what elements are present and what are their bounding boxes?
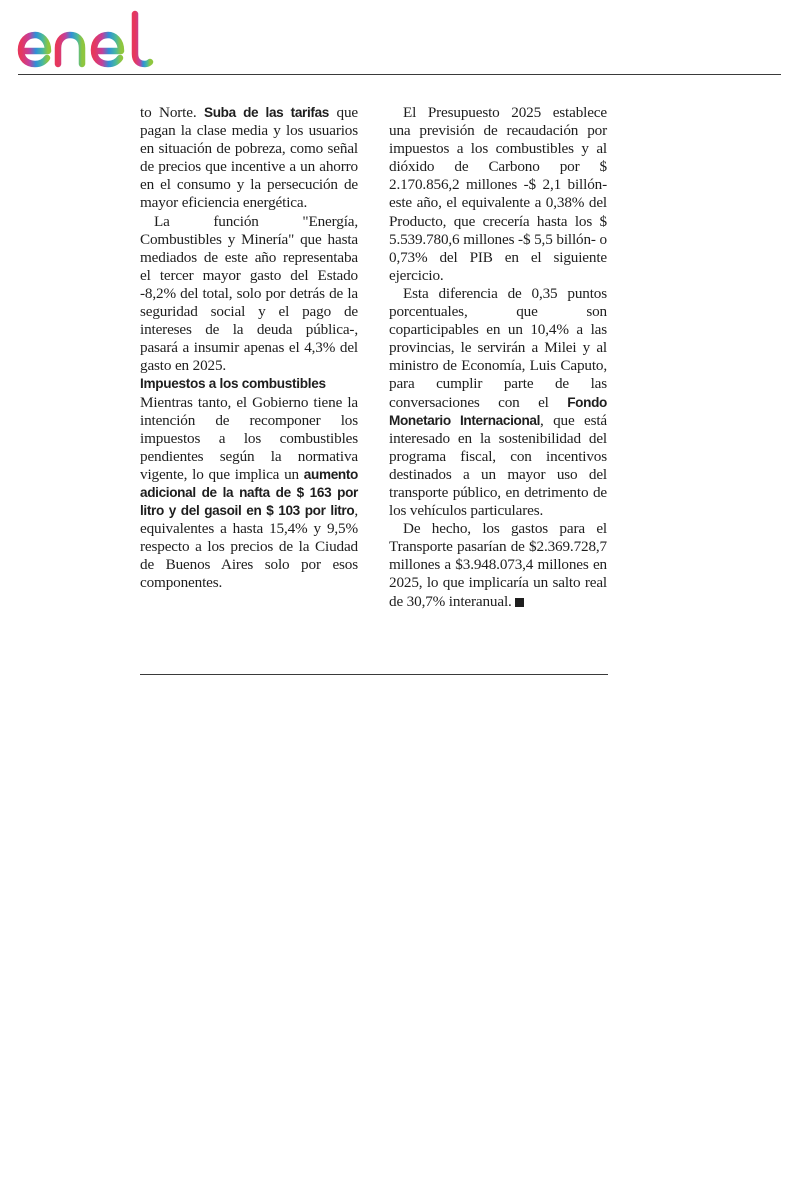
paragraph (389, 520, 607, 610)
paragraph-text: Esta diferencia de 0,35 puntos porcentuales, que son coparticipables en un 10,4% a las provincias, le servirán a Milei y al ministro de Economía, Luis Caputo, para cumplir parte de las conversaciones con el (389, 284, 607, 411)
paragraph-text: Mientras tanto, el Gobierno tiene la intención de recomponer los impuestos a los combustibles pendientes según la normativa vigente, lo que implica un (140, 393, 358, 483)
bold-phrase: Fondo Monetario Internacional (389, 394, 607, 428)
bold-phrase: Suba de las tarifas (203, 105, 330, 120)
paragraph-text: , equivalentes a hasta 15,4% y 9,5% respecto a los precios de la Ciudad de Buenos Aires solo por esos componentes. (140, 502, 358, 592)
paragraph (140, 394, 358, 593)
article-column-left (140, 104, 358, 593)
end-of-article-mark (515, 598, 524, 607)
header-divider (18, 74, 781, 75)
paragraph-text: , que está interesado en la sostenibilidad del programa fiscal, con incentivos destinados a un mayor uso del transporte público, en detrimento de los vehículos particulares. (389, 411, 607, 520)
paragraph: El Presupuesto 2025 establece una previsión de recaudación por impuestos a los combustibles y al dióxido de Carbono por $ 2.170.856,2 millones -$ 2,1 billón- este año, el equivalente a 0,38% del Producto, que crecería hasta los $ 5.539.780,6 millones -$ 5,5 billón- o 0,73% del PIB en el siguiente ejercicio. (389, 104, 607, 284)
enel-logo (16, 10, 181, 70)
paragraph (140, 104, 358, 213)
paragraph-text: que pagan la clase media y los usuarios en situación de pobreza, como señal de precios que incentive a un ahorro en el consumo y la persecución de mayor eficiencia energética. (140, 104, 358, 212)
paragraph-text: to Norte. (140, 104, 204, 121)
bold-phrase: aumento adicional de la nafta de $ 163 por litro y del gasoil en $ 103 por litro (140, 466, 358, 519)
article-column-right (389, 104, 607, 611)
paragraph: La función "Energía, Combustibles y Minería" que hasta mediados de este año representaba el tercer mayor gasto del Estado -8,2% del total, solo por detrás de la seguridad social y el pago de intereses de la deuda pública-, pasará a insumir apenas el 4,3% del gasto en 2025. (140, 212, 358, 375)
article-bottom-divider (140, 674, 608, 675)
paragraph (389, 285, 607, 520)
section-subheading: Impuestos a los combustibles (140, 376, 326, 392)
paragraph-text: De hecho, los gastos para el Transporte pasarían de $2.369.728,7 millones a $3.948.073,4 millones en 2025, lo que implicaría un salto real de 30,7% interanual. (389, 520, 607, 610)
